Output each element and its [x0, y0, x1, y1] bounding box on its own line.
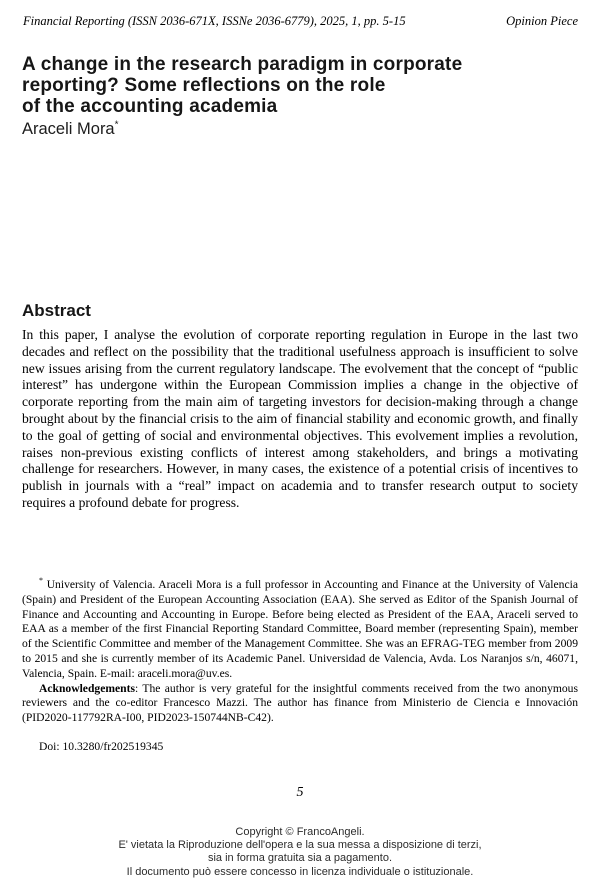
copyright-line-4: Il documento può essere concesso in licenza individuale o istituzionale. — [126, 865, 474, 878]
journal-info: Financial Reporting (ISSN 2036-671X, ISSNe 2036-6779), 2025, 1, pp. 5-15 — [23, 14, 406, 28]
abstract-heading: Abstract — [22, 301, 91, 320]
page-number: 5 — [296, 785, 304, 800]
doi-line: Doi: 10.3280/fr202519345 — [39, 739, 164, 753]
running-head — [23, 14, 578, 29]
affiliation-footnote — [22, 578, 578, 682]
acknowledgements-footnote — [22, 682, 578, 726]
acknowledgements-text: : The author is very grateful for the insightful comments received from the two anonymous reviewers and the co-editor Francesco Mazzi. The author has finance from Ministerio de Ciencia e Innovación (PID2020-117792RA-I00, PID2023-150744NB-C42). — [22, 681, 578, 725]
author-footnote-mark: * — [114, 119, 119, 131]
article-title-line-1: A change in the research paradigm in corporate — [22, 54, 463, 75]
article-type-label: Opinion Piece — [506, 14, 578, 28]
copyright-line-3: sia in forma gratuita sia a pagamento. — [207, 852, 393, 865]
abstract-body: In this paper, I analyse the evolution of corporate reporting regulation in Europe in the last two decades and reflect on the possibility that the traditional usefulness approach is insufficient to solve new issues arising from the current regulatory landscape. The evolvement that the concept of “public interest” has undergone within the European Commission implies a change in the objective of corporate reporting from the main aim of targeting investors for decision-making through a change brought about by the financial crisis to the aim of financial stability and economic growth, and finally to the goal of getting of social and environmental objectives. This evolvement implies a revolution, raises non-previous existing conflicts of interest among stakeholders, and brings a motivating challenge for researchers. However, in many cases, the existence of a potential crisis of incentives to publish in journals with a “real” impact on academia and to transfer research output to society requires a profound debate for progress. — [22, 327, 578, 510]
author-name — [22, 120, 119, 139]
copyright-line-1: Copyright © FrancoAngeli. — [235, 826, 365, 838]
affiliation-footnote-mark: * — [39, 576, 43, 586]
author-name-text: Araceli Mora — [22, 120, 115, 138]
article-title-line-3: of the accounting academia — [22, 96, 278, 117]
footnote-block — [22, 578, 578, 755]
copyright-footer — [0, 826, 600, 879]
article-title-line-2: reporting? Some reflections on the role — [22, 75, 386, 96]
affiliation-footnote-text: University of Valencia. Araceli Mora is a full professor in Accounting and Finance at the University of Valencia (Spain) and President of the European Accounting Association (EAA). She served as Editor of the Spanish Journal of Finance and Accounting and Accounting in Europe. Before being elected as President of the EAA, Araceli served to EAA as a member of the first Financial Reporting Standard Committee, Board member (representing Spain), member of the Scientific Committee and member of the Management Committee. She was an EFRAG-TEG member from 2009 to 2015 and she is currently member of its Academic Panel. Universidad de Valencia, Avda. Los Naranjos s/n, 46071, Valencia, Spain. E-mail: araceli.mora@uv.es. — [22, 578, 578, 680]
acknowledgements-label: Acknowledgements — [39, 681, 135, 695]
copyright-line-2: E' vietata la Riproduzione dell'opera e la sua messa a disposizione di terzi, — [118, 839, 482, 852]
article-title — [22, 54, 578, 117]
